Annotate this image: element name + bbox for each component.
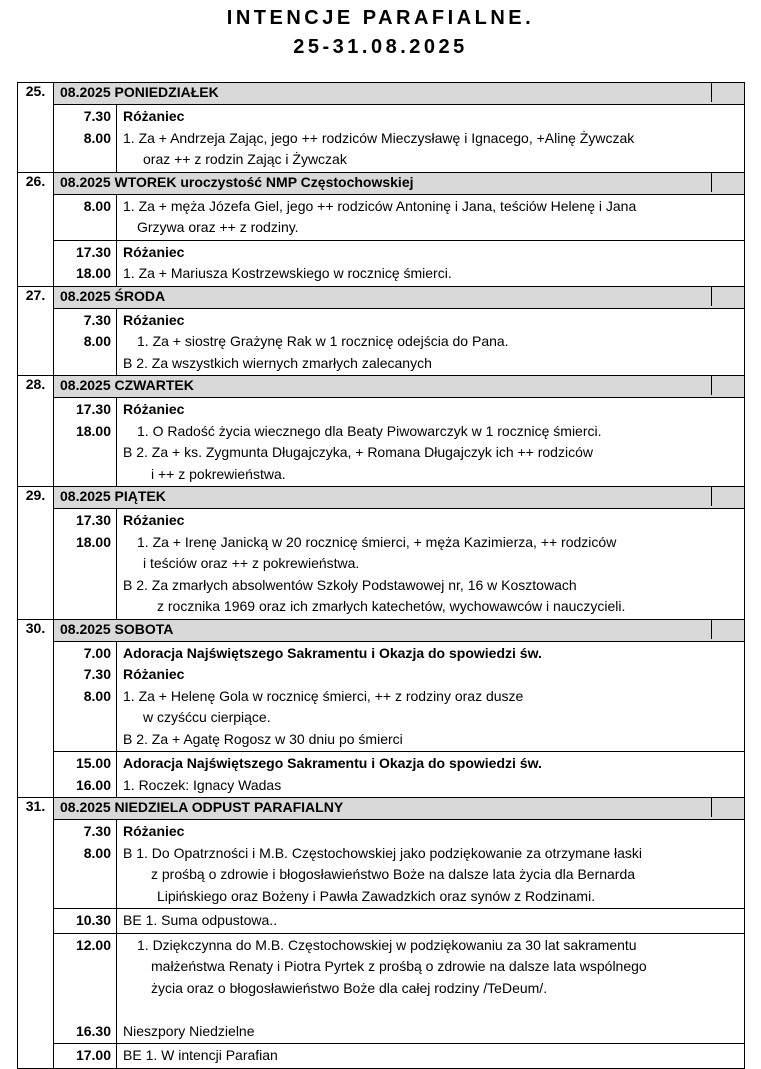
service-label: Różaniec <box>123 243 185 260</box>
intention-line: 1. Za + męża Józefa Giel, jego ++ rodziców Antoninę i Jana, teściów Helenę i Jana <box>123 197 637 214</box>
mass-block-row <box>18 820 745 909</box>
mass-time: 12.00 <box>75 936 111 953</box>
intentions-text <box>117 308 745 376</box>
day-number: 28. <box>18 376 54 487</box>
day-number: 31. <box>18 798 54 1069</box>
mass-time: 15.00 <box>75 755 111 771</box>
intention-line: życia oraz o błogosławieństwo Boże dla całej rodziny /TeDeum/. <box>151 979 548 996</box>
intention-line: Lipińskiego oraz Bożeny i Pawła Zawadzkich oraz synów z Rodzinami. <box>157 887 596 904</box>
mass-block-row <box>18 308 745 376</box>
day-number: 26. <box>18 172 54 286</box>
mass-block-row <box>18 240 745 286</box>
header-cell-divider <box>711 376 744 395</box>
mass-time <box>54 217 111 239</box>
mass-time: 7.00 <box>83 644 111 661</box>
intention-line: 1. Roczek: Ignacy Wadas <box>123 776 282 793</box>
mass-times <box>54 1044 117 1069</box>
intentions-text <box>117 933 745 1044</box>
intentions-text <box>117 509 745 620</box>
mass-time: 16.30 <box>75 1022 111 1039</box>
service-label: Różaniec <box>123 512 185 528</box>
mass-times <box>54 240 117 286</box>
intention-line: 1. O Radość życia wiecznego dla Beaty Piwowarczyk w 1 rocznicę śmierci. <box>137 422 602 439</box>
header-cell-divider <box>711 83 744 102</box>
intention-line: Nieszpory Niedzielne <box>123 1022 255 1039</box>
day-header <box>54 286 745 308</box>
mass-time: 18.00 <box>75 422 111 439</box>
mass-time: 17.30 <box>75 401 111 417</box>
mass-time: 17.30 <box>75 512 111 528</box>
day-header-label: 08.2025 WTOREK uroczystość NMP Częstochowskiej <box>60 173 414 190</box>
intention-line: Grzywa oraz ++ z rodziny. <box>137 219 299 235</box>
day-header <box>54 83 745 105</box>
mass-block-row <box>18 398 745 487</box>
day-number: 30. <box>18 619 54 798</box>
mass-time <box>54 956 111 978</box>
header-cell-divider <box>711 798 744 817</box>
mass-time: 17.00 <box>75 1047 111 1063</box>
mass-time <box>54 707 111 729</box>
mass-times <box>54 509 117 620</box>
intention-line: B 1. Do Opatrzności i M.B. Częstochowskiej jako podziękowanie za otrzymane łaski <box>123 844 642 861</box>
day-header <box>54 798 745 820</box>
day-number: 27. <box>18 286 54 376</box>
day-header <box>54 376 745 398</box>
mass-block-row <box>18 752 745 798</box>
mass-time: 17.30 <box>75 243 111 260</box>
mass-time: 8.00 <box>83 129 111 146</box>
service-label: Różaniec <box>123 108 185 124</box>
day-header-label: 08.2025 CZWARTEK <box>60 377 194 393</box>
date-range-title: 25-31.08.2025 <box>293 36 468 58</box>
mass-times <box>54 752 117 798</box>
day-header-row <box>18 83 745 105</box>
mass-time: 8.00 <box>83 844 111 861</box>
intentions-text <box>117 194 745 240</box>
header-cell-divider <box>711 487 744 506</box>
intention-line <box>123 999 738 1021</box>
mass-block-row <box>18 509 745 620</box>
intention-line: 1. Dziękczynna do M.B. Częstochowskiej w podziękowaniu za 30 lat sakramentu <box>137 936 637 953</box>
intention-line: B 2. Za wszystkich wiernych zmarłych zalecanych <box>123 354 432 371</box>
header-cell-divider <box>711 620 744 639</box>
service-label: Różaniec <box>123 401 185 417</box>
intention-line: małżeństwa Renaty i Piotra Pyrtek z prośbą o zdrowie na dalsze lata wspólnego <box>151 958 647 974</box>
mass-times <box>54 105 117 173</box>
service-label: Różaniec <box>123 311 185 328</box>
mass-times <box>54 909 117 934</box>
day-header <box>54 487 745 509</box>
mass-time <box>54 442 111 464</box>
mass-time <box>54 886 111 908</box>
day-header-row <box>18 798 745 820</box>
mass-time: 7.30 <box>83 823 111 839</box>
mass-times <box>54 194 117 240</box>
mass-time: 18.00 <box>75 265 111 281</box>
day-header-row <box>18 286 745 308</box>
intention-line: 1. Za + Mariusza Kostrzewskiego w rocznicę śmierci. <box>123 265 452 281</box>
intention-line: w czyśćcu cierpiące. <box>143 709 271 725</box>
day-header-row <box>18 487 745 509</box>
mass-time: 7.30 <box>83 108 111 124</box>
day-number: 29. <box>18 487 54 620</box>
mass-time <box>54 575 111 597</box>
mass-time: 10.30 <box>75 912 111 928</box>
mass-time <box>54 553 111 575</box>
intention-line: oraz ++ z rodzin Zając i Żywczak <box>143 151 347 167</box>
mass-time <box>54 596 111 618</box>
mass-times <box>54 933 117 1044</box>
mass-block-row <box>18 194 745 240</box>
day-header-label: 08.2025 PIĄTEK <box>60 488 166 504</box>
mass-time: 8.00 <box>83 197 111 214</box>
day-header-label: 08.2025 NIEDZIELA ODPUST PARAFIALNY <box>60 799 344 815</box>
mass-block-row <box>18 909 745 934</box>
day-header <box>54 619 745 641</box>
mass-time <box>54 978 111 1000</box>
mass-time: 8.00 <box>83 687 111 704</box>
mass-times <box>54 398 117 487</box>
day-number: 25. <box>18 83 54 173</box>
service-label: Adoracja Najświętszego Sakramentu i Okazja do spowiedzi św. <box>123 755 542 771</box>
intentions-text <box>117 240 745 286</box>
day-header-label: 08.2025 ŚRODA <box>60 287 166 304</box>
service-label: Różaniec <box>123 666 185 682</box>
service-label: Adoracja Najświętszego Sakramentu i Okazja do spowiedzi św. <box>123 644 542 661</box>
day-header <box>54 172 745 194</box>
intentions-text <box>117 641 745 752</box>
mass-time <box>54 864 111 886</box>
mass-time: 16.00 <box>75 776 111 793</box>
header-cell-divider <box>711 287 744 306</box>
intentions-table <box>17 82 745 1069</box>
mass-times <box>54 820 117 909</box>
day-header-label: 08.2025 SOBOTA <box>60 620 174 637</box>
intentions-text <box>117 105 745 173</box>
intention-line: B 2. Za + Agatę Rogosz w 30 dniu po śmierci <box>123 730 403 747</box>
mass-times <box>54 308 117 376</box>
intention-line: B 2. Za + ks. Zygmunta Długajczyka, + Romana Długajczyk ich ++ rodziców <box>123 444 593 460</box>
intention-line: z prośbą o zdrowie i błogosławieństwo Boże na dalsze lata życia dla Bernarda <box>151 866 636 882</box>
intentions-text <box>117 1044 745 1069</box>
intentions-text <box>117 909 745 934</box>
intentions-text <box>117 398 745 487</box>
intention-line: 1. Za + siostrę Grażynę Rak w 1 rocznicę odejścia do Pana. <box>137 333 509 349</box>
mass-time: 7.30 <box>83 666 111 682</box>
mass-time <box>54 729 111 751</box>
mass-time <box>54 999 111 1021</box>
intention-line: BE 1. W intencji Parafian <box>123 1047 278 1063</box>
mass-block-row <box>18 1044 745 1069</box>
mass-block-row <box>18 641 745 752</box>
day-header-label: 08.2025 PONIEDZIAŁEK <box>60 84 219 100</box>
intention-line: 1. Za + Andrzeja Zając, jego ++ rodziców Mieczysławę i Ignacego, +Alinę Żywczak <box>123 129 635 146</box>
mass-time: 8.00 <box>83 333 111 349</box>
day-header-row <box>18 619 745 641</box>
intention-line: 1. Za + Irenę Janicką w 20 rocznicę śmierci, + męża Kazimierza, ++ rodziców <box>137 533 617 550</box>
document-title: INTENCJE PARAFIALNE. <box>226 7 535 29</box>
mass-times <box>54 641 117 752</box>
day-header-row <box>18 172 745 194</box>
header-cell-divider <box>711 173 744 192</box>
intention-line: B 2. Za zmarłych absolwentów Szkoły Podstawowej nr, 16 w Kosztowach <box>123 576 577 593</box>
intention-line: 1. Za + Helenę Gola w rocznicę śmierci, ++ z rodziny oraz dusze <box>123 687 524 704</box>
intention-line: i ++ z pokrewieństwa. <box>151 465 286 482</box>
mass-time <box>54 353 111 375</box>
mass-time: 18.00 <box>75 533 111 550</box>
mass-block-row <box>18 105 745 173</box>
mass-time <box>54 464 111 486</box>
intentions-text <box>117 752 745 798</box>
mass-time <box>54 149 111 171</box>
intention-line: i teściów oraz ++ z pokrewieństwa. <box>143 555 360 571</box>
mass-block-row <box>18 933 745 1044</box>
intentions-text <box>117 820 745 909</box>
day-header-row <box>18 376 745 398</box>
intention-line: z rocznika 1969 oraz ich zmarłych katechetów, wychowawców i nauczycieli. <box>157 598 626 614</box>
intention-line: BE 1. Suma odpustowa.. <box>123 912 278 928</box>
mass-time: 7.30 <box>83 311 111 328</box>
service-label: Różaniec <box>123 823 185 839</box>
